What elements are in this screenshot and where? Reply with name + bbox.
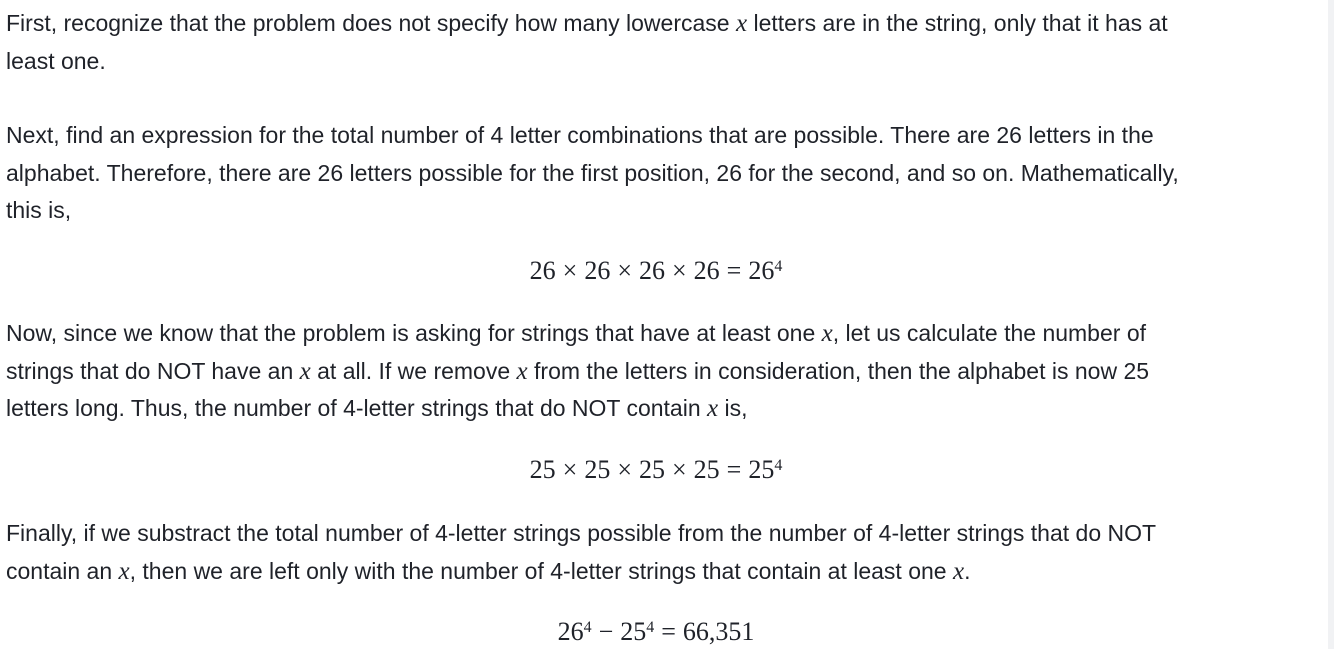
- exponent: 4: [774, 457, 783, 474]
- paragraph-without-x-line-2: strings that do NOT have an x at all. If we remove x from the letters in consideration, then the alphabet is now 25: [6, 357, 1150, 385]
- paragraph-conclusion: [6, 515, 1156, 590]
- exponent: 4: [646, 619, 655, 636]
- paragraph-total-line-1: Next, find an expression for the total number of 4 letter combinations that are possible. There are 26 letters in the: [6, 122, 1154, 148]
- equation-final-answer: $26^4 - 25^4 = 66,351$: [557, 617, 755, 646]
- final-answer: 66,351: [682, 617, 755, 646]
- paragraph-without-x-line-3: letters long. Thus, the number of 4-letter strings that do NOT contain x is,: [6, 395, 748, 422]
- variable-x: x: [735, 10, 748, 37]
- variable-x: x: [118, 557, 130, 585]
- variable-x: x: [707, 395, 719, 422]
- paragraph-conclusion-line-1: Finally, if we substract the total number of 4-letter strings possible from the number of 4-letter strings that do NOT: [6, 520, 1157, 546]
- paragraph-without-x: [6, 315, 1149, 428]
- variable-x: x: [952, 557, 965, 585]
- paragraph-total-combinations: [6, 117, 1179, 230]
- paragraph-intro: [6, 5, 1168, 80]
- paragraph-conclusion-line-2: contain an x, then we are left only with the number of 4-letter strings that contain at least one x.: [6, 557, 971, 585]
- equation-without-x: $25 \times 25 \times 25 \times 25 = 25^4$: [529, 455, 783, 484]
- variable-x: x: [516, 357, 528, 385]
- paragraph-intro-line-1: First, recognize that the problem does not specify how many lowercase x letters are in the string, only that it has at: [6, 10, 1168, 37]
- variable-x: x: [299, 357, 311, 385]
- exponent: 4: [583, 619, 592, 636]
- exponent: 4: [774, 258, 783, 275]
- paragraph-intro-line-2: least one.: [6, 47, 106, 74]
- paragraph-total-line-3: this is,: [6, 197, 72, 223]
- paragraph-without-x-line-1: Now, since we know that the problem is asking for strings that have at least one x, let us calculate the number of: [6, 320, 1146, 347]
- equation-total: $26 \times 26 \times 26 \times 26 = 26^4$: [529, 256, 783, 285]
- variable-x: x: [821, 320, 833, 347]
- scrollbar-track[interactable]: [1328, 0, 1334, 649]
- paragraph-total-line-2: alphabet. Therefore, there are 26 letters possible for the first position, 26 for the second, and so on. Mathematically,: [6, 159, 1179, 186]
